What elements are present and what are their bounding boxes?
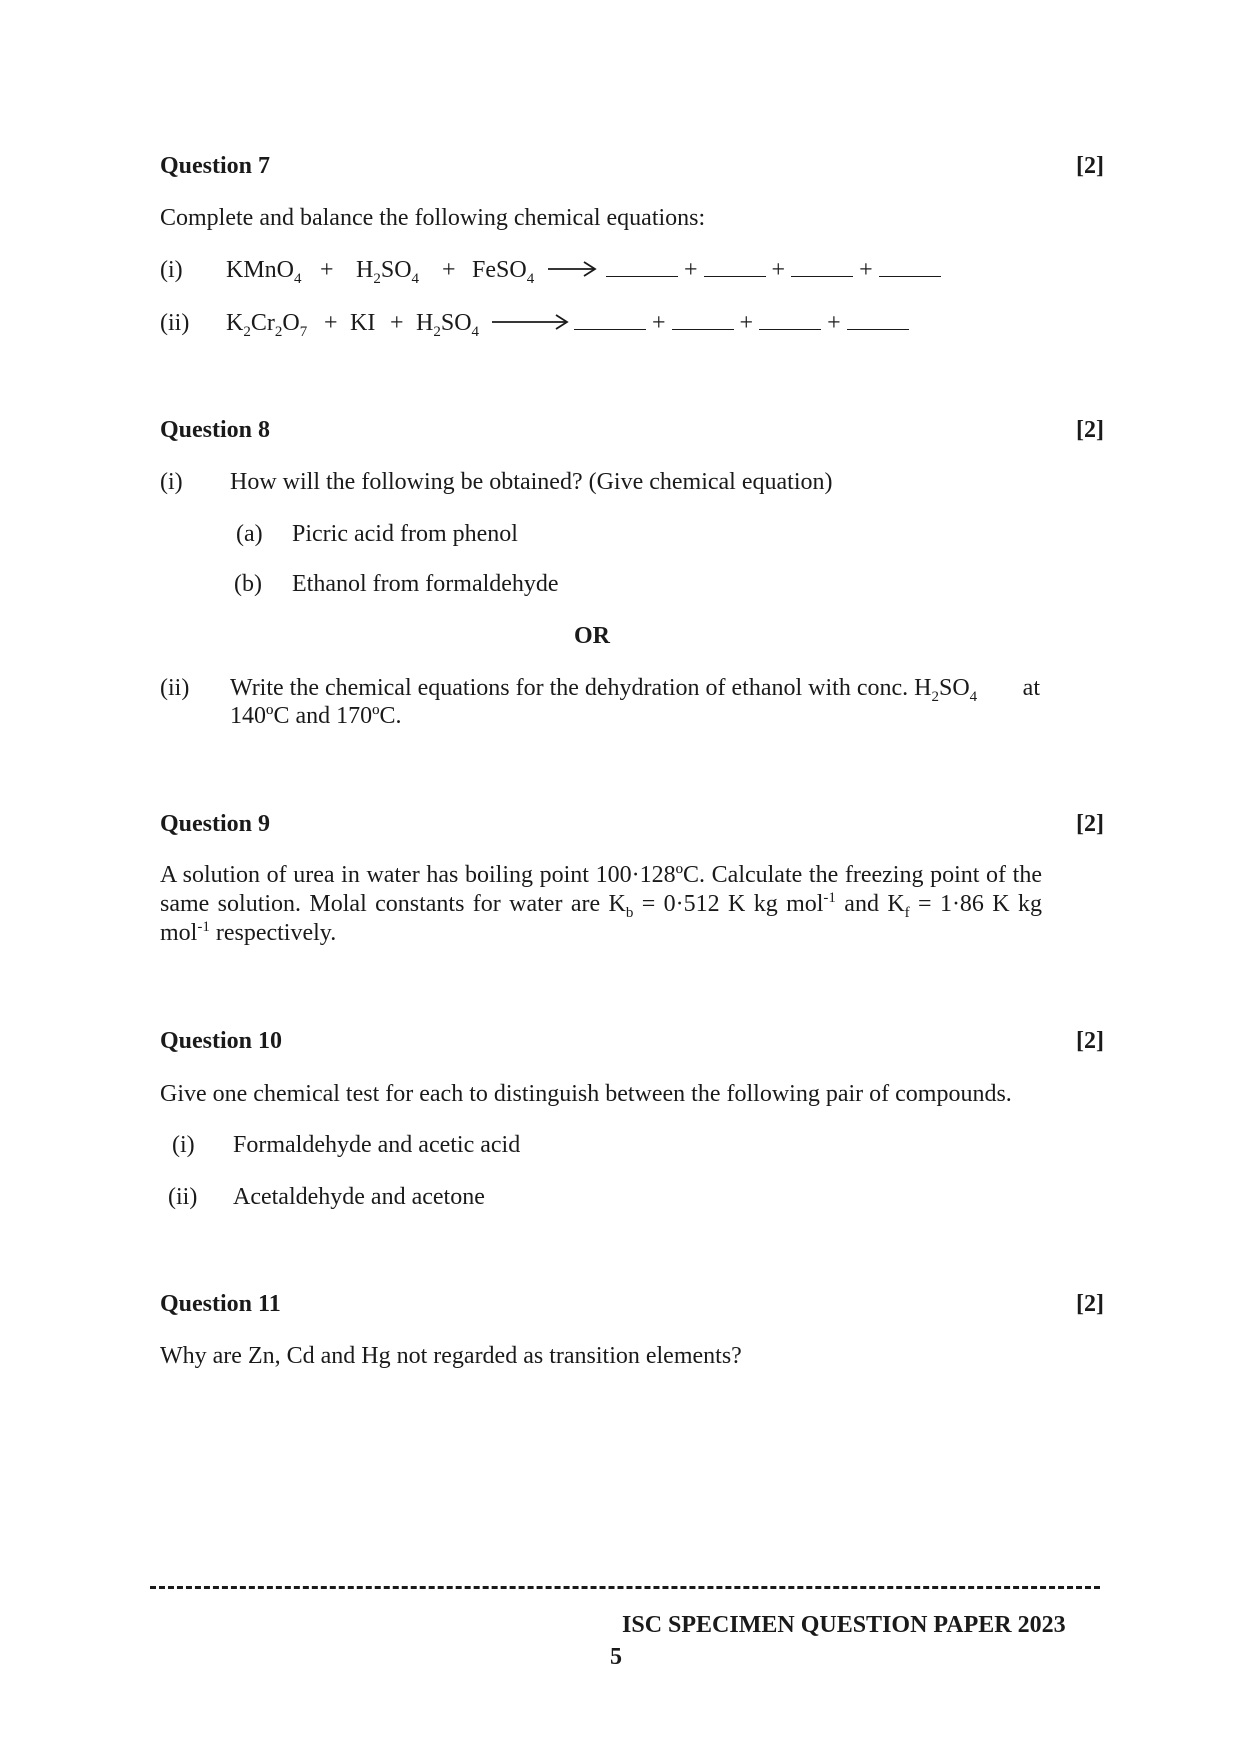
q10-item1-label: (i) — [172, 1132, 195, 1158]
q7-eq1-reactant-h2so4: $H_2SO_4$ — [356, 257, 420, 287]
q8-part1-label: (i) — [160, 469, 183, 495]
q8-sub-b-text: Ethanol from formaldehyde — [292, 571, 559, 597]
q7-eq2-plus-2: + — [390, 310, 404, 336]
q8-sub-b-label: (b) — [234, 571, 262, 597]
q11-text: Why are Zn, Cd and Hg not regarded as transition elements? — [160, 1343, 742, 1369]
q7-instruction: Complete and balance the following chemical equations: — [160, 205, 706, 231]
q7-eq2-label: (ii) — [160, 310, 190, 336]
q7-eq1-plus-2: + — [442, 257, 456, 283]
q7-eq2-reactant-h2so4: $H_2SO_4$ — [416, 310, 480, 340]
footer-divider — [150, 1586, 1100, 1589]
q11-heading: Question 11 — [160, 1291, 281, 1317]
q8-heading: Question 8 — [160, 417, 271, 443]
q10-instruction: Give one chemical test for each to distinguish between the following pair of compounds. — [160, 1081, 1012, 1107]
q7-eq1-reactant-feso4: FeSO$_4$ — [472, 257, 535, 287]
q10-item2-label: (ii) — [168, 1184, 198, 1210]
q7-eq1-label: (i) — [160, 257, 183, 283]
q8-sub-a-text: Picric acid from phenol — [292, 521, 518, 547]
q9-text: A solution of urea in water has boiling point 100·128ºC. Calculate the freezing point of the same solution. Molal constants for water are $K_b = 0\cdot 512$ K kg mol$^{-1}$ and $K_f = 1\cdot 86$ K kg mol$^{-1}$ respectively. — [160, 862, 1043, 946]
q8-part1-text: How will the following be obtained? (Give chemical equation) — [230, 469, 833, 495]
footer-title: ISC SPECIMEN QUESTION PAPER 2023 — [622, 1612, 1066, 1638]
q7-eq1-arrow-icon — [546, 258, 598, 287]
q8-marks: [2] — [1076, 417, 1104, 443]
q7-eq2-reactant-ki: KI — [350, 310, 376, 336]
q7-marks: [2] — [1076, 153, 1104, 179]
q10-item2-text: Acetaldehyde and acetone — [233, 1184, 485, 1210]
q7-eq2-arrow-icon — [490, 311, 570, 340]
q7-eq2-plus-1: + — [324, 310, 338, 336]
q7-eq1-reactant-kmno4: KMnO$_4$ — [226, 257, 302, 287]
q7-heading: Question 7 — [160, 153, 271, 179]
q9-heading: Question 9 — [160, 811, 271, 837]
q7-eq1-blanks: + + + — [606, 256, 941, 284]
page-number: 5 — [610, 1644, 622, 1670]
q9-marks: [2] — [1076, 811, 1104, 837]
q7-eq2-blanks: + + + — [574, 309, 909, 337]
q7-eq1-plus-1: + — [320, 257, 334, 283]
q10-marks: [2] — [1076, 1028, 1104, 1054]
q8-or: OR — [574, 623, 610, 649]
q10-item1-text: Formaldehyde and acetic acid — [233, 1132, 521, 1158]
q8-part2-text: Write the chemical equations for the dehydration of ethanol with conc. $H_2SO_4$ at 140ºC and 170ºC. — [230, 675, 1040, 729]
q8-sub-a-label: (a) — [236, 521, 263, 547]
q10-heading: Question 10 — [160, 1028, 283, 1054]
q11-marks: [2] — [1076, 1291, 1104, 1317]
q7-eq2-reactant-k2cr2o7: $K_2Cr_2O_7$ — [226, 310, 308, 340]
q8-part2-label: (ii) — [160, 675, 190, 701]
